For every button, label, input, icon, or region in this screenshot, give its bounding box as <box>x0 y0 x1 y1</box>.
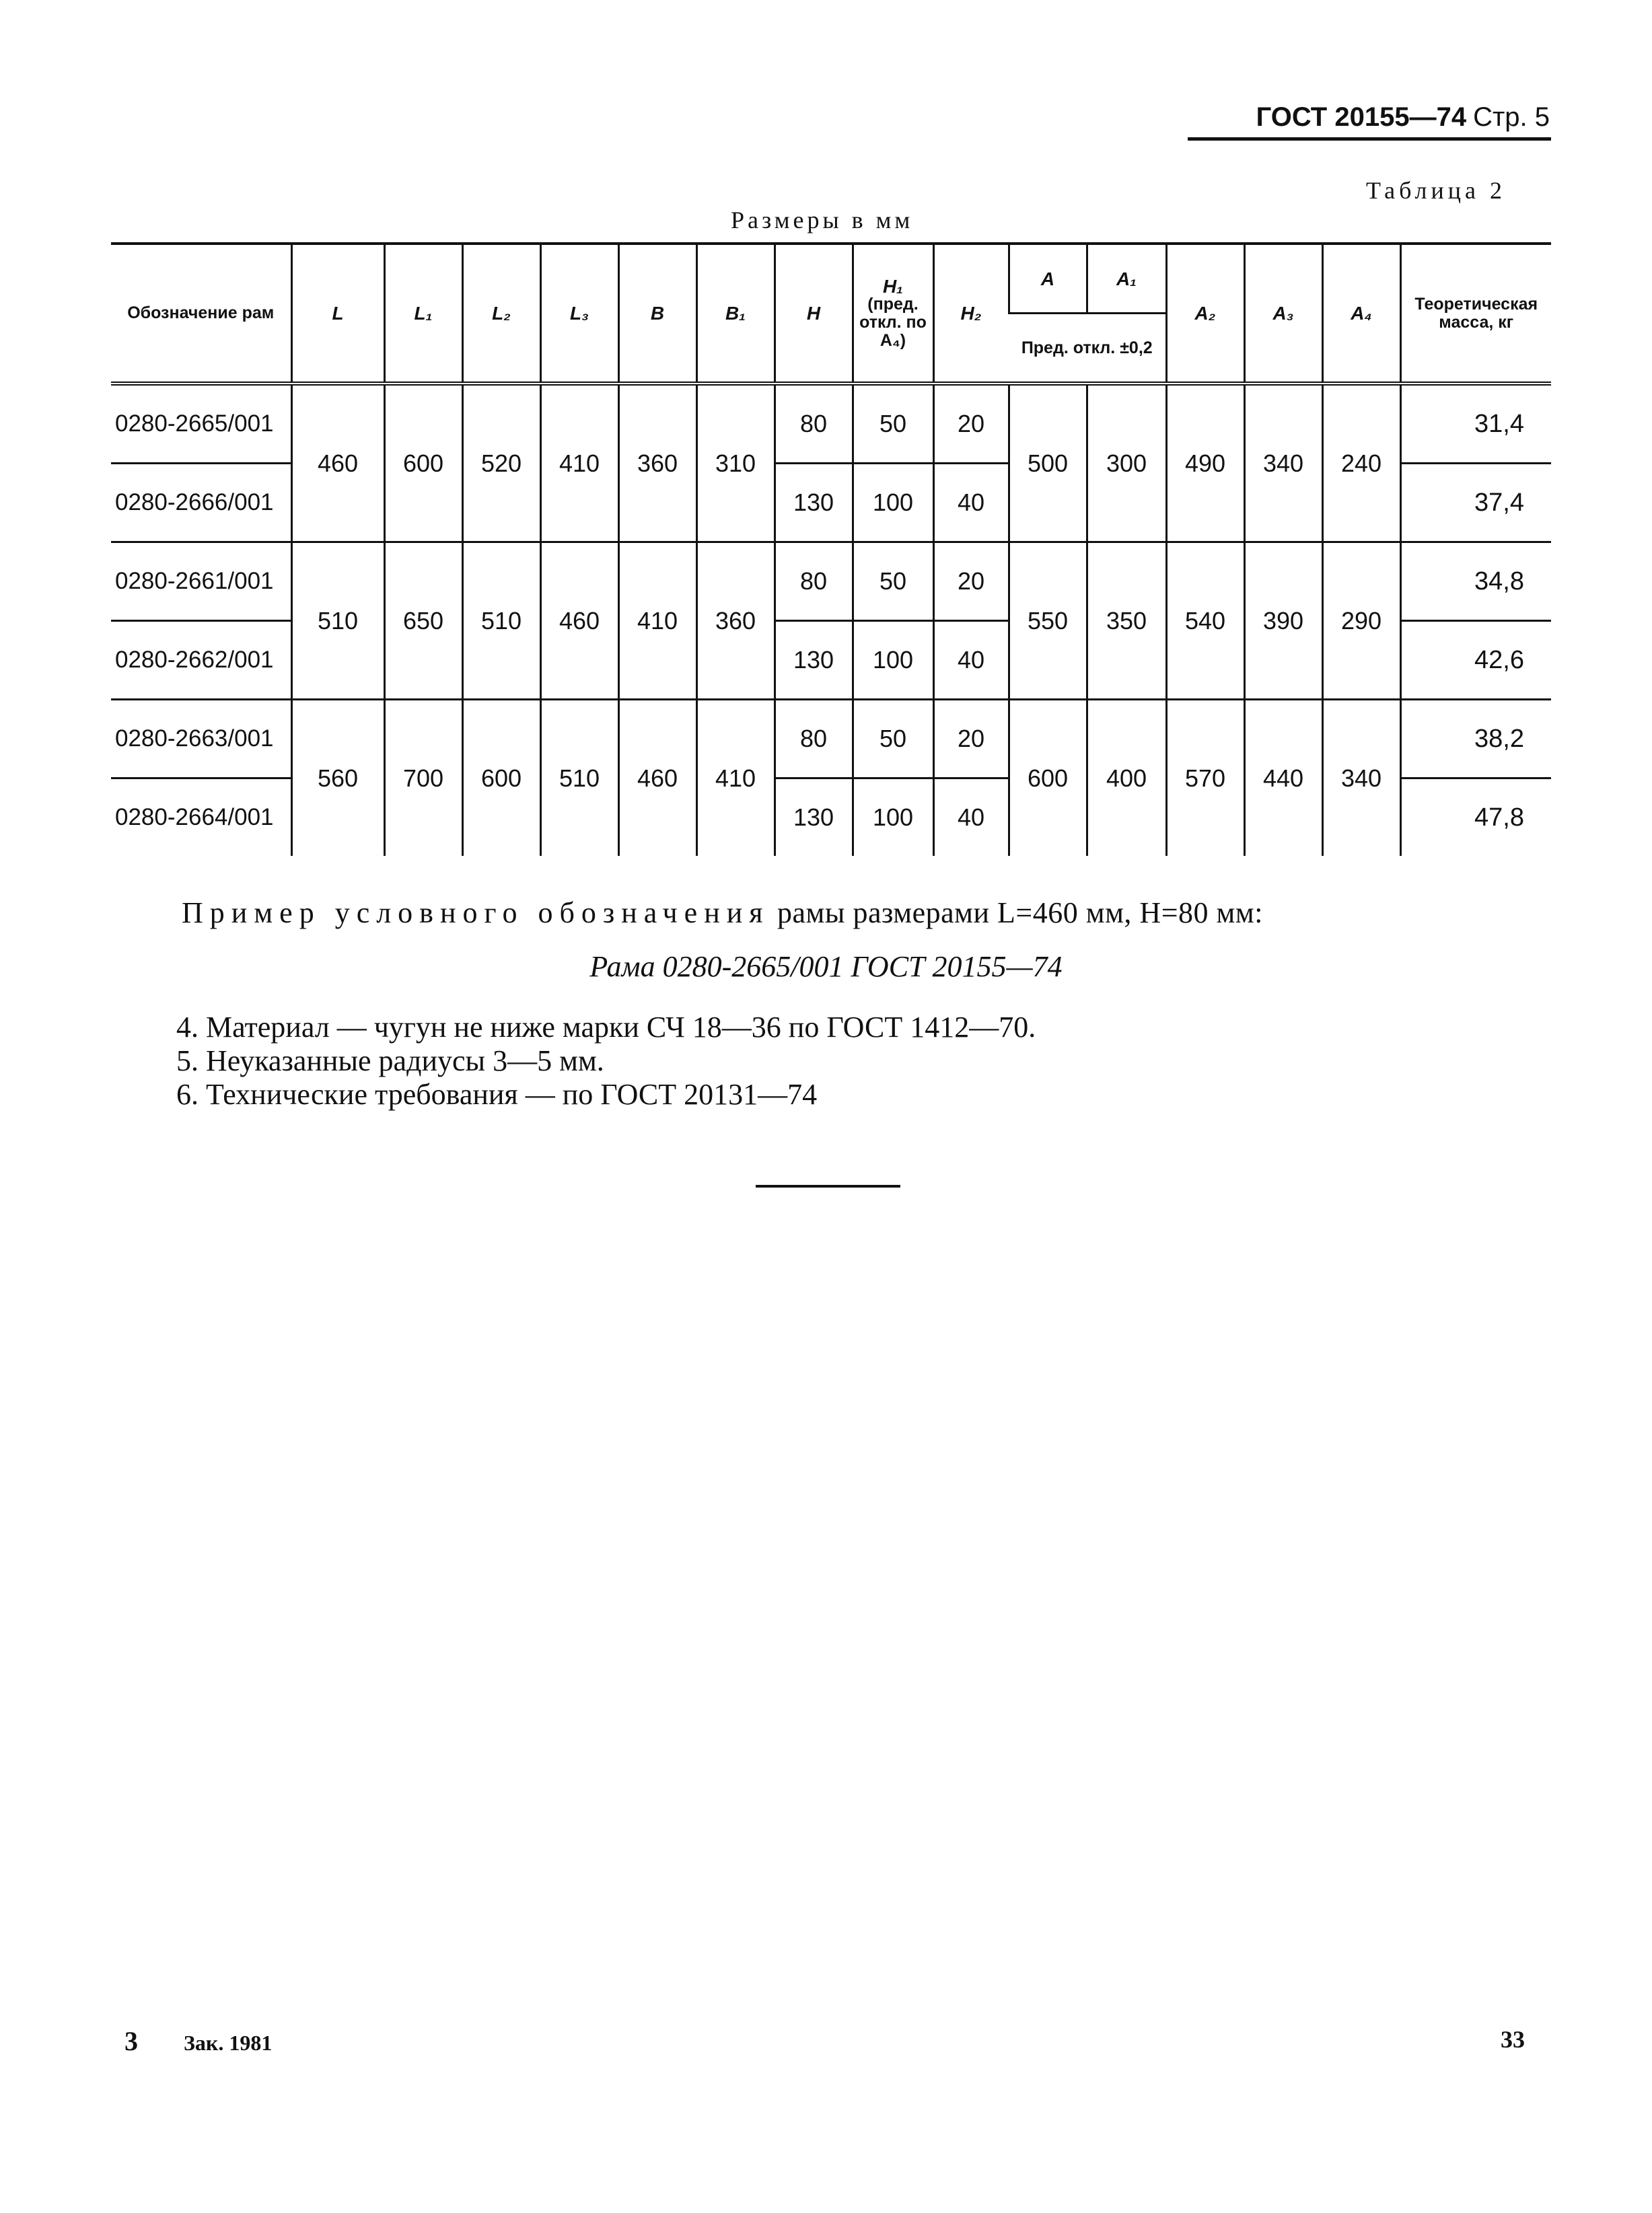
cell-designation: 0280-2666/001 <box>111 464 291 542</box>
cell-designation: 0280-2661/001 <box>111 542 291 621</box>
col-A2: A₂ <box>1166 244 1244 384</box>
cell-mass: 38,2 <box>1400 700 1551 778</box>
cell-A: 550 <box>1009 542 1087 700</box>
notes-list <box>176 1011 1036 1112</box>
cell-B1: 360 <box>696 542 775 700</box>
example-lead: Пример условного обозначения <box>182 896 770 929</box>
example-designation: Рама 0280-2665/001 ГОСТ 20155—74 <box>589 950 1063 983</box>
example-line <box>182 895 1263 931</box>
cell-mass: 47,8 <box>1400 778 1551 857</box>
cell-H: 130 <box>775 464 853 542</box>
order-number: Зак. 1981 <box>184 2031 273 2055</box>
page-header <box>1186 101 1550 133</box>
cell-B: 410 <box>618 542 696 700</box>
cell-H1: 50 <box>853 700 933 778</box>
col-L: L <box>291 244 384 384</box>
cell-mass: 42,6 <box>1400 621 1551 700</box>
cell-H1: 50 <box>853 542 933 621</box>
cell-A2: 540 <box>1166 542 1244 700</box>
cell-H2: 20 <box>933 700 1009 778</box>
sheet-number: 3 <box>124 2026 138 2056</box>
dimensions-table <box>111 242 1551 856</box>
cell-L: 510 <box>291 542 384 700</box>
cell-A4: 290 <box>1322 542 1400 700</box>
units-caption: Размеры в мм <box>731 207 914 233</box>
cell-A1: 350 <box>1087 542 1166 700</box>
col-A1: A₁ <box>1087 244 1166 314</box>
cell-H1: 100 <box>853 778 933 857</box>
cell-L2: 600 <box>462 700 540 857</box>
footer-left <box>124 2025 272 2057</box>
table-body <box>111 384 1551 856</box>
cell-designation: 0280-2662/001 <box>111 621 291 700</box>
cell-A2: 570 <box>1166 700 1244 857</box>
cell-H: 80 <box>775 700 853 778</box>
col-H1-note: (пред. откл. по A₄) <box>859 294 927 350</box>
cell-mass: 37,4 <box>1400 464 1551 542</box>
cell-A4: 340 <box>1322 700 1400 857</box>
col-L2: L₂ <box>462 244 540 384</box>
cell-A1: 400 <box>1087 700 1166 857</box>
cell-B1: 410 <box>696 700 775 857</box>
example-rest: рамы размерами L=460 мм, H=80 мм: <box>777 896 1263 929</box>
cell-H: 80 <box>775 384 853 464</box>
cell-L2: 510 <box>462 542 540 700</box>
cell-H: 130 <box>775 621 853 700</box>
cell-A1: 300 <box>1087 384 1166 542</box>
cell-H2: 40 <box>933 621 1009 700</box>
col-L1: L₁ <box>384 244 462 384</box>
cell-H2: 20 <box>933 384 1009 464</box>
cell-L1: 600 <box>384 384 462 542</box>
cell-H1: 100 <box>853 621 933 700</box>
cell-H2: 40 <box>933 464 1009 542</box>
col-H: H <box>775 244 853 384</box>
table-row <box>111 384 1551 464</box>
cell-A3: 390 <box>1244 542 1322 700</box>
cell-L3: 510 <box>540 700 618 857</box>
cell-designation: 0280-2664/001 <box>111 778 291 857</box>
cell-A3: 340 <box>1244 384 1322 542</box>
cell-A4: 240 <box>1322 384 1400 542</box>
header-rule <box>1188 137 1551 141</box>
table-row <box>111 542 1551 621</box>
col-designation: Обозначение рам <box>127 303 275 322</box>
cell-A2: 490 <box>1166 384 1244 542</box>
cell-H1: 50 <box>853 384 933 464</box>
col-A3: A₃ <box>1244 244 1322 384</box>
cell-A: 600 <box>1009 700 1087 857</box>
col-A-tolerance: Пред. откл. ±0,2 <box>1009 314 1166 384</box>
col-L3: L₃ <box>540 244 618 384</box>
col-mass: Теоретическая масса, кг <box>1400 244 1551 384</box>
col-A: A <box>1009 244 1087 314</box>
cell-mass: 34,8 <box>1400 542 1551 621</box>
col-B: B <box>618 244 696 384</box>
cell-B: 360 <box>618 384 696 542</box>
cell-H1: 100 <box>853 464 933 542</box>
cell-A3: 440 <box>1244 700 1322 857</box>
standard-number: ГОСТ 20155—74 <box>1256 102 1467 132</box>
cell-L1: 650 <box>384 542 462 700</box>
col-H2: H₂ <box>933 244 1009 384</box>
page-label: Стр. 5 <box>1473 102 1550 132</box>
cell-mass: 31,4 <box>1400 384 1551 464</box>
cell-A: 500 <box>1009 384 1087 542</box>
col-A4: A₄ <box>1322 244 1400 384</box>
cell-H: 130 <box>775 778 853 857</box>
cell-L1: 700 <box>384 700 462 857</box>
cell-B: 460 <box>618 700 696 857</box>
note-item: 6. Технические требования — по ГОСТ 20131—74 <box>176 1078 818 1111</box>
cell-L2: 520 <box>462 384 540 542</box>
cell-L: 460 <box>291 384 384 542</box>
cell-L3: 410 <box>540 384 618 542</box>
cell-L3: 460 <box>540 542 618 700</box>
cell-L: 560 <box>291 700 384 857</box>
note-item: 4. Материал — чугун не ниже марки СЧ 18—36 по ГОСТ 1412—70. <box>176 1011 1036 1044</box>
table-number: Таблица 2 <box>1366 177 1506 204</box>
cell-H: 80 <box>775 542 853 621</box>
table-row <box>111 700 1551 778</box>
note-item: 5. Неуказанные радиусы 3—5 мм. <box>176 1044 604 1077</box>
cell-H2: 20 <box>933 542 1009 621</box>
cell-H2: 40 <box>933 778 1009 857</box>
page-number: 33 <box>1501 2026 1525 2053</box>
col-H1-symbol: H₁ <box>882 275 904 297</box>
col-B1: B₁ <box>696 244 775 384</box>
cell-designation: 0280-2663/001 <box>111 700 291 778</box>
cell-designation: 0280-2665/001 <box>111 384 291 464</box>
cell-B1: 310 <box>696 384 775 542</box>
col-H1 <box>853 244 933 384</box>
end-rule <box>756 1185 900 1188</box>
